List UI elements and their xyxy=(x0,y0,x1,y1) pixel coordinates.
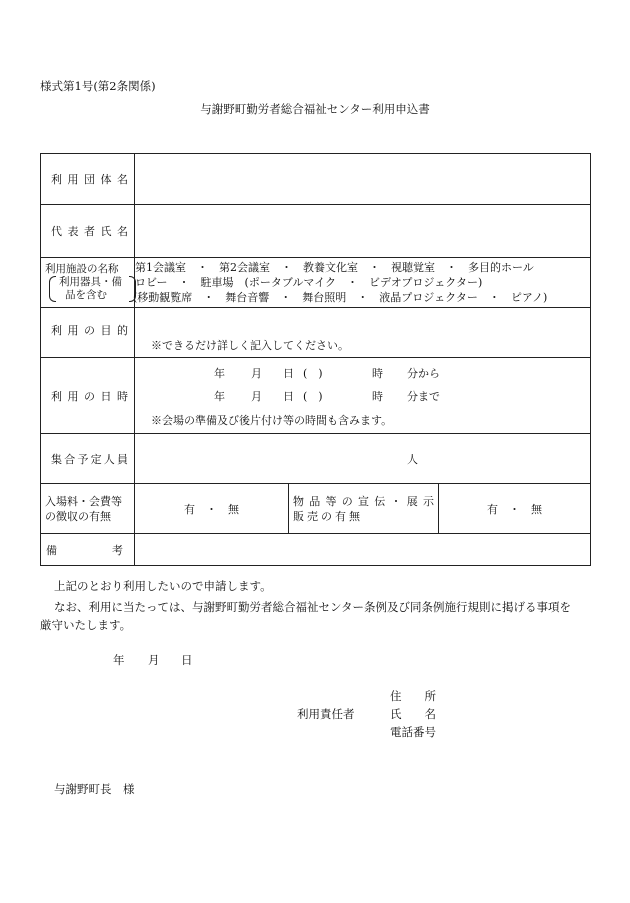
document-title: 与謝野町勤労者総合福祉センター利用申込書 xyxy=(200,102,430,116)
name-label: 氏 名 xyxy=(390,707,436,721)
purpose-label xyxy=(41,308,135,358)
attendees-unit: 人 xyxy=(407,452,419,466)
facility-label: 利用施設の名称 xyxy=(45,263,119,275)
end-month: 月 xyxy=(251,390,262,403)
org-name-field[interactable] xyxy=(135,154,591,205)
end-day: 日 xyxy=(283,390,294,403)
fee-yes-no[interactable] xyxy=(135,484,289,534)
facility-line-2: ロビー ・ 駐車場 (ポータブルマイク ・ ビデオプロジェクター) xyxy=(135,276,483,289)
row-purpose xyxy=(41,308,591,358)
row-rep-name xyxy=(41,205,591,258)
sale-yes-no-text: 有 ・ 無 xyxy=(487,502,542,516)
purpose-field[interactable] xyxy=(135,308,591,358)
sale-label-1: 物 品 等 の 宣 伝 ・ 展 示 xyxy=(293,494,434,508)
facility-list xyxy=(135,258,591,308)
rep-name-label xyxy=(41,205,135,258)
sale-label-cell xyxy=(289,484,439,534)
request-statement: 上記のとおり利用したいので申請します。 xyxy=(54,579,272,593)
remarks-field[interactable] xyxy=(135,534,591,566)
fee-label-1: 入場料・会費等 xyxy=(45,494,122,508)
application-year: 年 xyxy=(113,653,125,667)
end-year: 年 xyxy=(214,390,225,403)
facility-label-cell xyxy=(41,258,135,308)
row-remarks xyxy=(41,534,591,566)
start-month: 月 xyxy=(251,367,262,380)
datetime-note: ※会場の準備及び後片付け等の時間も含みます。 xyxy=(151,414,393,427)
application-day: 日 xyxy=(181,653,193,667)
applicant-label: 利用責任者 xyxy=(297,707,355,721)
purpose-note: ※できるだけ詳しく記入してください。 xyxy=(151,339,349,352)
application-form-table xyxy=(40,153,591,566)
fee-yes-no-text: 有 ・ 無 xyxy=(184,502,239,516)
sale-yes-no[interactable] xyxy=(439,484,591,534)
facility-sublabel xyxy=(59,276,134,302)
left-bracket xyxy=(49,276,56,302)
remarks-label xyxy=(41,534,135,566)
right-bracket xyxy=(129,276,136,302)
org-name-label-text: 利 用 団 体 名 xyxy=(51,173,128,186)
end-minute: 分まで xyxy=(407,390,440,403)
compliance-statement-cont: 厳守いたします。 xyxy=(40,618,132,632)
start-minute: 分から xyxy=(407,367,440,380)
facility-sublabel-1: 利用器具・備 xyxy=(59,276,122,288)
remarks-label-text: 備 考 xyxy=(46,543,123,557)
phone-label: 電話番号 xyxy=(390,725,436,739)
datetime-field[interactable] xyxy=(135,358,591,434)
start-year: 年 xyxy=(214,367,225,380)
facility-line-1: 第1会議室 ・ 第2会議室 ・ 教養文化室 ・ 視聴覚室 ・ 多目的ホール xyxy=(135,261,534,274)
row-fee-sale xyxy=(41,484,591,534)
purpose-label-text: 利 用 の 目 的 xyxy=(51,324,128,337)
datetime-label-text: 利 用 の 日 時 xyxy=(51,389,128,403)
facility-sublabel-2: 品を含む xyxy=(65,289,107,301)
attendees-label xyxy=(41,434,135,484)
end-hour: 時 xyxy=(372,390,383,403)
start-weekday: ( ) xyxy=(303,367,323,380)
row-org-name xyxy=(41,154,591,205)
row-datetime xyxy=(41,358,591,434)
address-label: 住 所 xyxy=(390,689,436,703)
addressee: 与謝野町長 様 xyxy=(54,782,135,796)
row-facility xyxy=(41,258,591,308)
row-attendees xyxy=(41,434,591,484)
fee-label-cell xyxy=(41,484,135,534)
attendees-label-text: 集 合 予 定 人 員 xyxy=(51,452,128,466)
rep-name-field[interactable] xyxy=(135,205,591,258)
form-number: 様式第1号(第2条関係) xyxy=(40,79,156,93)
sale-label-2: 販売の有無 xyxy=(293,509,363,523)
end-weekday: ( ) xyxy=(303,390,323,403)
datetime-label xyxy=(41,358,135,434)
start-day: 日 xyxy=(283,367,294,380)
facility-line-3: (移動観覧席 ・ 舞台音響 ・ 舞台照明 ・ 液晶プロジェクター ・ ピアノ) xyxy=(133,291,548,304)
fee-label-2: の徴収の有無 xyxy=(45,509,111,523)
attendees-field[interactable] xyxy=(135,434,591,484)
compliance-statement: なお、利用に当たっては、与謝野町勤労者総合福祉センター条例及び同条例施行規則に掲げる事項を xyxy=(54,600,572,614)
application-month: 月 xyxy=(148,653,160,667)
org-name-label xyxy=(41,154,135,205)
start-hour: 時 xyxy=(372,367,383,380)
rep-name-label-text: 代 表 者 氏 名 xyxy=(51,225,128,238)
